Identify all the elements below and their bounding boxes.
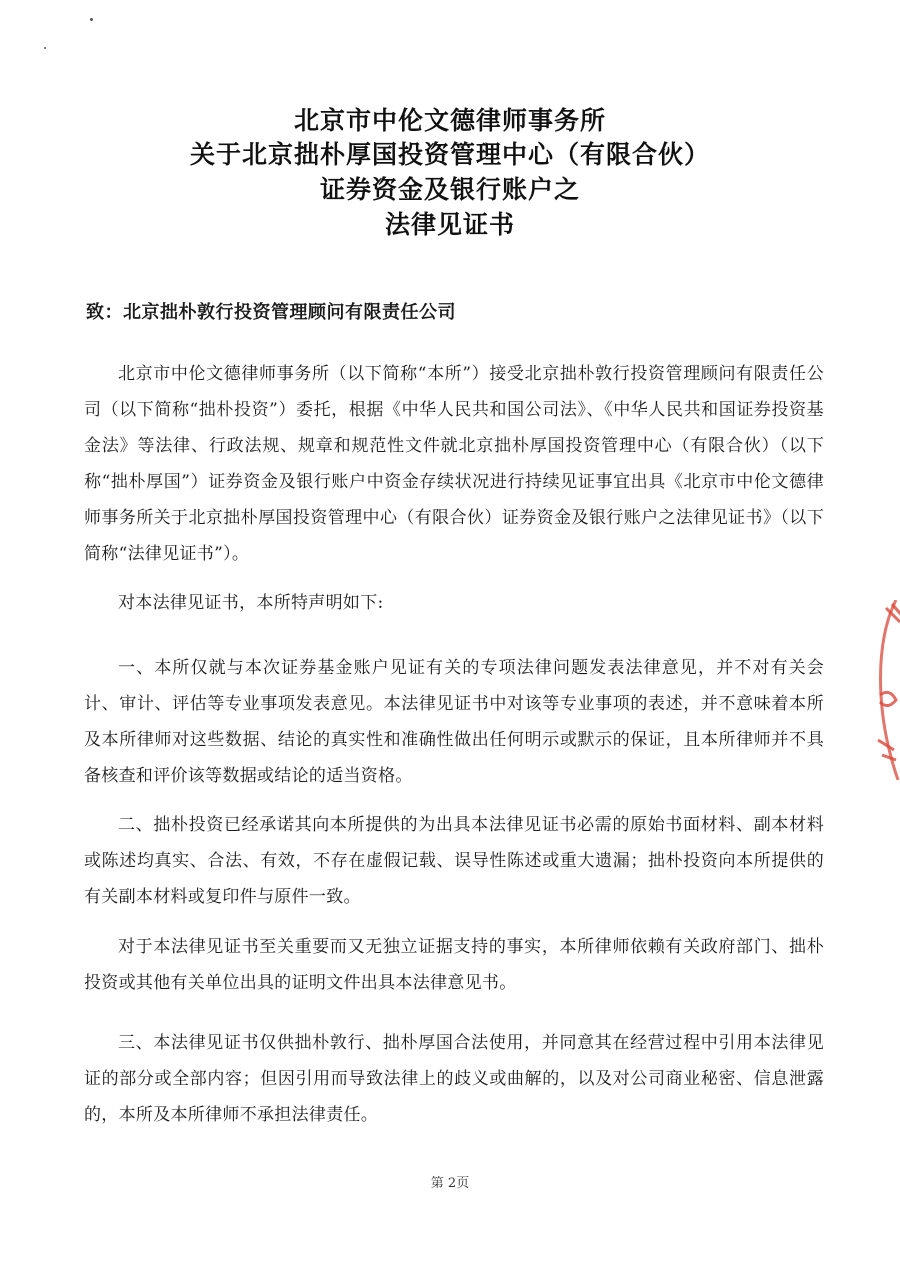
paragraph-clause-2: 二、拙朴投资已经承诺其向本所提供的为出具本法律见证书必需的原始书面材料、副本材料或陈述均真实、合法、有效，不存在虚假记载、误导性陈述或重大遗漏；拙朴投资向本所提供的有关副本材料或复印件与原件一致。 — [84, 815, 824, 907]
title-line-2: 关于北京拙朴厚国投资管理中心（有限合伙） — [189, 140, 710, 169]
seal-stamp-edge — [866, 600, 900, 780]
paragraph-reliance: 对于本法律见证书至关重要而又无独立证据支持的事实，本所律师依赖有关政府部门、拙朴投资或其他有关单位出具的证明文件出具本法律意见书。 — [84, 937, 824, 993]
paragraph-clause-3: 三、本法律见证书仅供拙朴敦行、拙朴厚国合法使用，并同意其在经营过程中引用本法律见证的部分或全部内容；但因引用而导致法律上的歧义或曲解的，以及对公司商业秘密、信息泄露的，本所及本所律师不承担法律责任。 — [84, 1033, 824, 1125]
title-line-1: 北京市中伦文德律师事务所 — [293, 106, 606, 135]
scan-speck — [44, 47, 46, 49]
scan-speck — [90, 18, 93, 21]
title-line-3: 证券资金及银行账户之 — [319, 175, 580, 204]
addressee-line: 致：北京拙朴敦行投资管理顾问有限责任公司 — [86, 302, 456, 323]
paragraph-clause-1: 一、本所仅就与本次证券基金账户见证有关的专项法律问题发表法律意见，并不对有关会计、审计、评估等专业事项发表意见。本法律见证书中对该等专业事项的表述，并不意味着本所及本所律师对这些数据、结论的真实性和准确性做出任何明示或默示的保证，且本所律师并不具备核查和评价该等数据或结论的适当资格。 — [84, 658, 824, 786]
title-line-4: 法律见证书 — [384, 210, 515, 239]
page-number: 第 2页 — [430, 1176, 470, 1191]
paragraph-declaration-lead: 对本法律见证书，本所特声明如下: — [118, 593, 384, 613]
paragraph-intro: 北京市中伦文德律师事务所（以下简称“本所”）接受北京拙朴敦行投资管理顾问有限责任公司（以下简称“拙朴投资”）委托，根据《中华人民共和国公司法》、《中华人民共和国证券投资基金法》等法律、行政法规、规章和规范性文件就北京拙朴厚国投资管理中心（有限合伙）（以下称“拙朴厚国”）证券资金及银行账户中资金存续状况进行持续见证事宜出具《北京市中伦文德律师事务所关于北京拙朴厚国投资管理中心（有限合伙）证券资金及银行账户之法律见证书》（以下简称“法律见证书”）。 — [84, 364, 824, 564]
